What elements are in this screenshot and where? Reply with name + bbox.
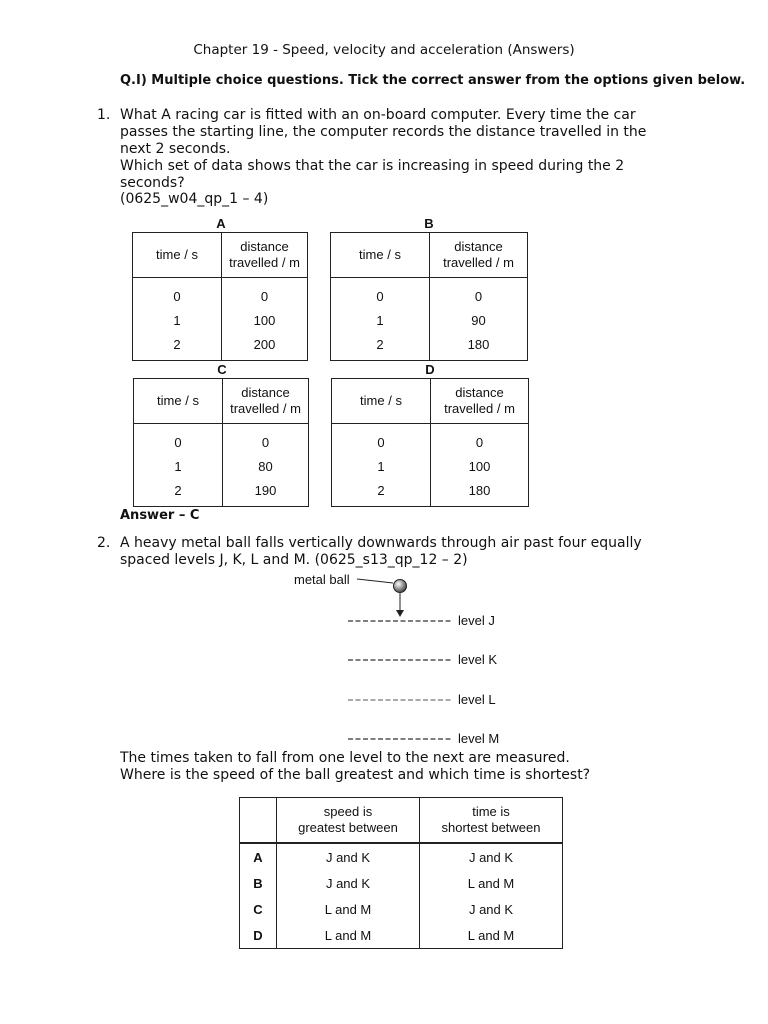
- option-d-table: [331, 378, 529, 507]
- question-1-line: passes the starting line, the computer records the distance travelled in the: [120, 124, 647, 140]
- question-2-text: [120, 535, 642, 569]
- time-header: time / s: [134, 379, 223, 424]
- time-cell: 2: [134, 478, 223, 507]
- distance-cell: 90: [430, 308, 528, 332]
- option-a-table: [132, 232, 308, 361]
- time-cell: 1: [331, 308, 430, 332]
- distance-cell: 0: [431, 424, 529, 455]
- level-m-label: level M: [458, 731, 500, 746]
- question-2-followup: [120, 750, 590, 784]
- metal-ball-label: metal ball: [294, 572, 350, 587]
- ball-leader-line: [357, 579, 393, 583]
- time-cell: J and K: [420, 896, 563, 922]
- distance-header: distance travelled / m: [222, 233, 308, 278]
- document-title: Chapter 19 - Speed, velocity and acceleration (Answers): [193, 42, 575, 58]
- distance-cell: 180: [430, 332, 528, 361]
- time-cell: 2: [331, 332, 430, 361]
- time-header: time / s: [331, 233, 430, 278]
- option-b-label: B: [424, 216, 434, 231]
- speed-cell: J and K: [277, 843, 420, 870]
- speed-cell: J and K: [277, 870, 420, 896]
- distance-cell: 100: [431, 454, 529, 478]
- question-1-answer: Answer – C: [120, 508, 200, 523]
- question-1-reference: (0625_w04_qp_1 – 4): [120, 191, 269, 207]
- time-header: time / s: [332, 379, 431, 424]
- question-2-followup-line: The times taken to fall from one level to the next are measured.: [120, 750, 570, 766]
- distance-header: distance travelled / m: [430, 233, 528, 278]
- distance-cell: 180: [431, 478, 529, 507]
- time-cell: 0: [332, 424, 431, 455]
- option-label: C: [240, 896, 277, 922]
- time-cell: 1: [332, 454, 431, 478]
- time-header: time / s: [133, 233, 222, 278]
- time-cell: L and M: [420, 870, 563, 896]
- speed-cell: L and M: [277, 896, 420, 922]
- question-2-followup-line: Where is the speed of the ball greatest and which time is shortest?: [120, 767, 591, 783]
- option-c-label: C: [217, 362, 227, 377]
- question-1-line: Which set of data shows that the car is increasing in speed during the 2: [120, 158, 625, 174]
- distance-cell: 0: [223, 424, 309, 455]
- blank-header-cell: [240, 798, 277, 844]
- time-header: time is shortest between: [420, 798, 563, 844]
- option-label: B: [240, 870, 277, 896]
- time-cell: J and K: [420, 843, 563, 870]
- time-cell: 0: [133, 278, 222, 309]
- question-1-number: 1.: [97, 107, 111, 123]
- distance-cell: 100: [222, 308, 308, 332]
- time-cell: 0: [134, 424, 223, 455]
- option-c-table: [133, 378, 309, 507]
- option-d-label: D: [425, 362, 435, 377]
- level-k-label: level K: [458, 652, 498, 667]
- question-1-text: [120, 107, 646, 192]
- distance-cell: 0: [430, 278, 528, 309]
- time-cell: 1: [134, 454, 223, 478]
- distance-cell: 0: [222, 278, 308, 309]
- option-label: D: [240, 922, 277, 949]
- distance-header: distance travelled / m: [223, 379, 309, 424]
- option-b-table: [330, 232, 528, 361]
- option-label: A: [240, 843, 277, 870]
- distance-cell: 190: [223, 478, 309, 507]
- question-1-line: seconds?: [120, 175, 185, 191]
- time-cell: 0: [331, 278, 430, 309]
- level-j-label: level J: [458, 613, 495, 628]
- section-heading: Q.I) Multiple choice questions. Tick the correct answer from the options given below.: [120, 73, 746, 88]
- distance-cell: 80: [223, 454, 309, 478]
- metal-ball-icon: [394, 580, 407, 593]
- question-1-line: next 2 seconds.: [120, 141, 231, 157]
- time-cell: L and M: [420, 922, 563, 949]
- level-l-label: level L: [458, 692, 496, 707]
- level-lines: [346, 614, 456, 744]
- speed-cell: L and M: [277, 922, 420, 949]
- time-cell: 1: [133, 308, 222, 332]
- distance-header: distance travelled / m: [431, 379, 529, 424]
- speed-header: speed is greatest between: [277, 798, 420, 844]
- option-a-label: A: [216, 216, 226, 231]
- question-2-line: A heavy metal ball falls vertically downwards through air past four equally: [120, 535, 642, 551]
- question-2-options-table: [239, 797, 563, 949]
- question-2-number: 2.: [97, 535, 111, 551]
- metal-ball-diagram: [340, 570, 420, 620]
- distance-cell: 200: [222, 332, 308, 361]
- time-cell: 2: [133, 332, 222, 361]
- question-2-line: spaced levels J, K, L and M. (0625_s13_qp_12 – 2): [120, 552, 468, 568]
- time-cell: 2: [332, 478, 431, 507]
- question-1-line: What A racing car is fitted with an on-board computer. Every time the car: [120, 107, 636, 123]
